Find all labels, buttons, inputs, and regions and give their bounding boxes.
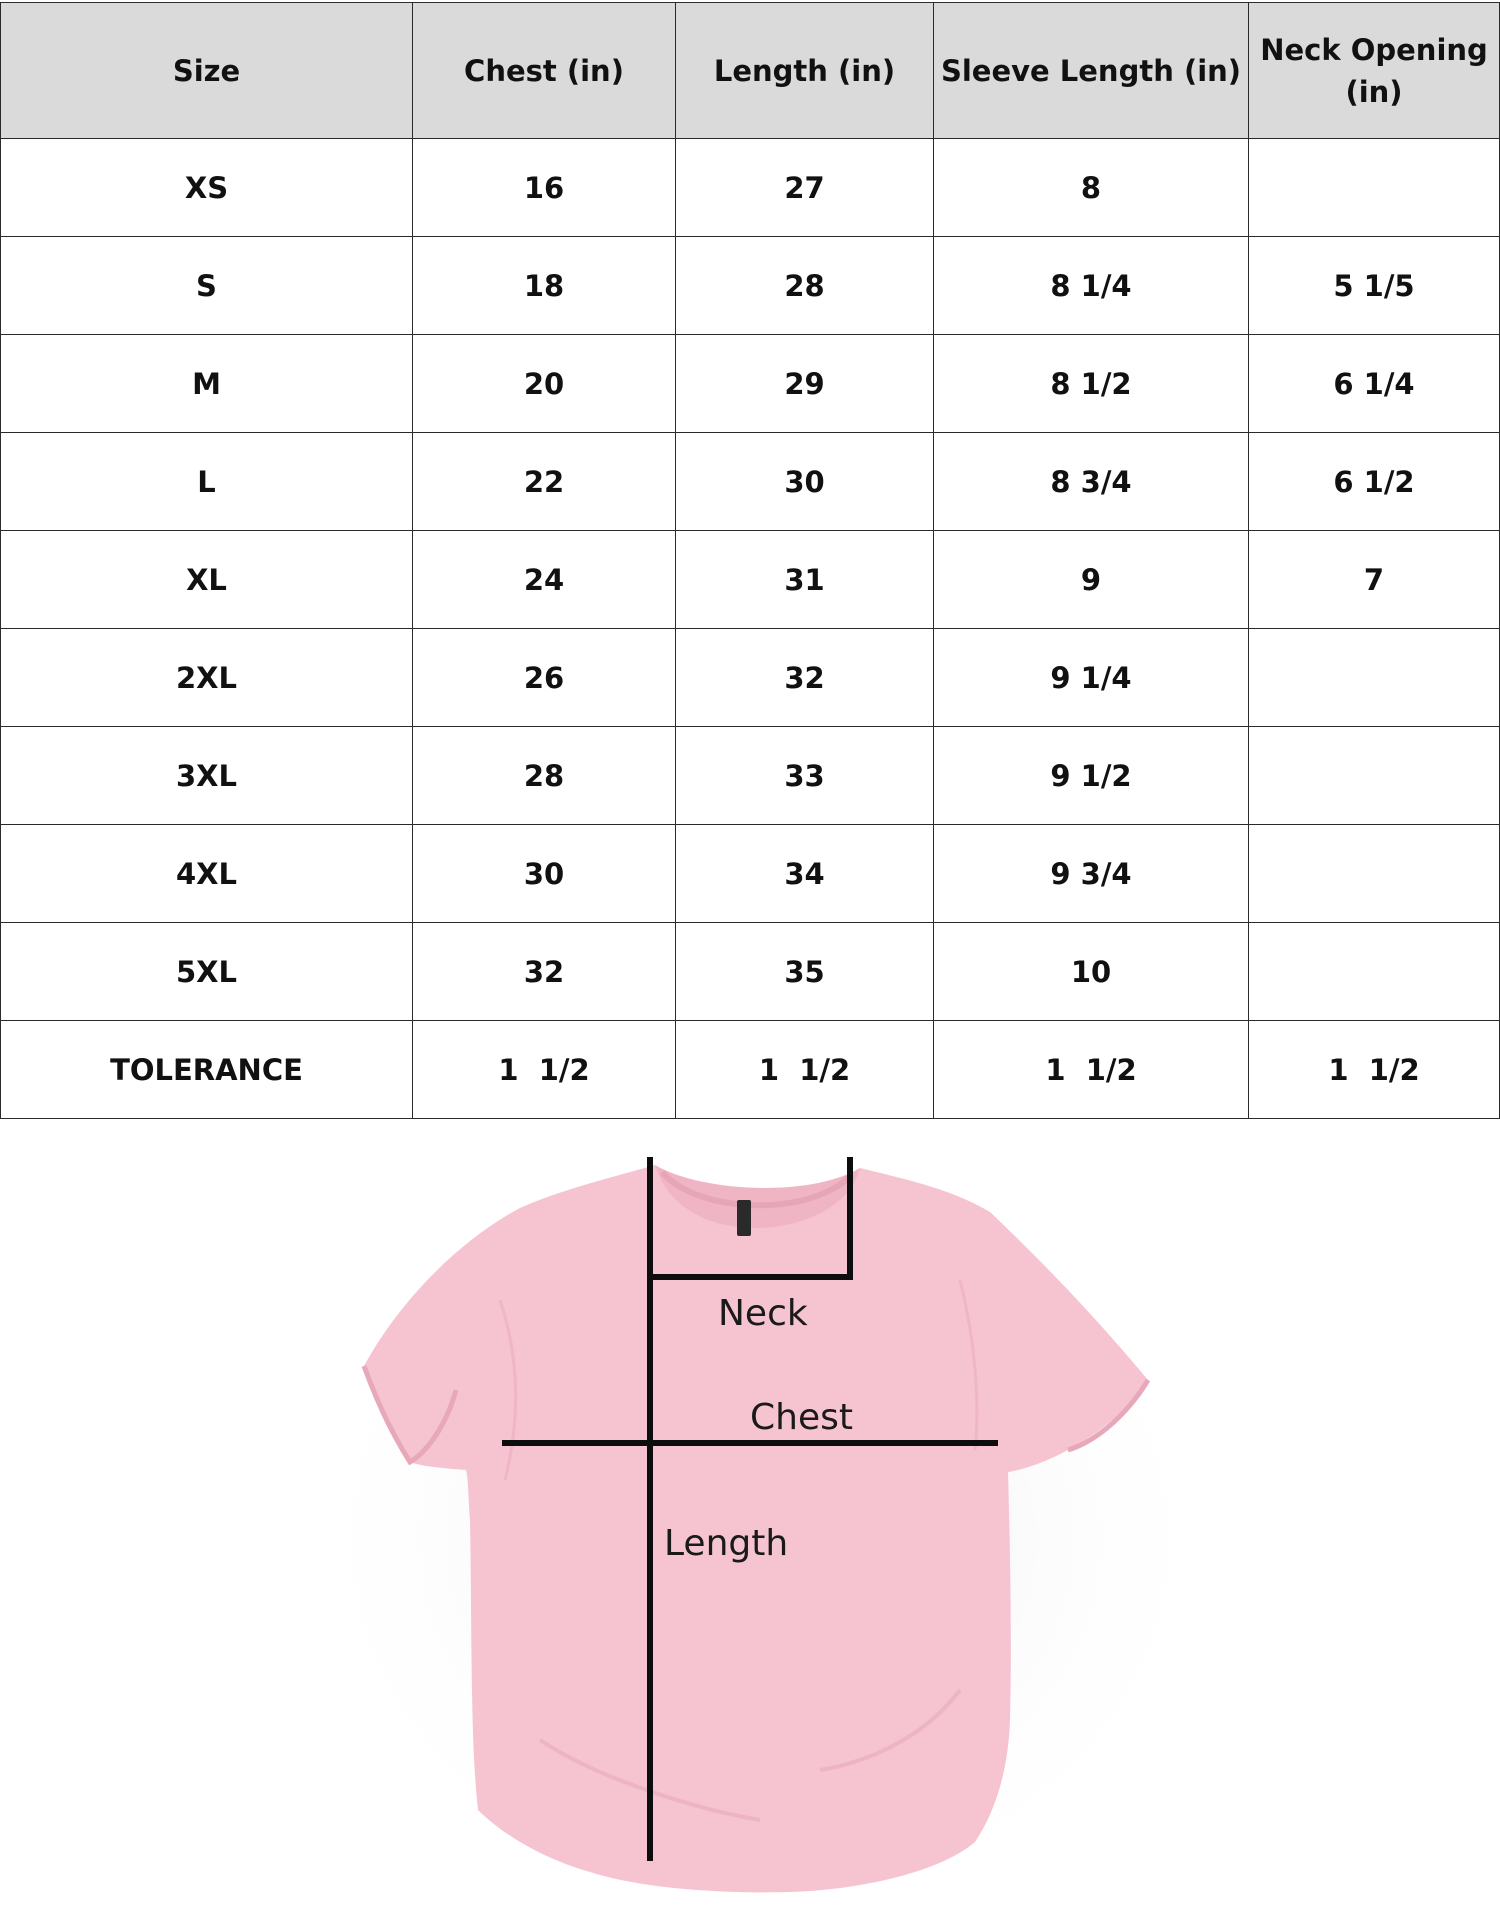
- table-row: [1, 237, 1500, 335]
- cell-neck-opening: 6 1/2: [1249, 433, 1500, 531]
- cell-sleeve-length: 9 1/2: [934, 727, 1249, 825]
- cell-sleeve-length: 8 3/4: [934, 433, 1249, 531]
- cell-size: 2XL: [1, 629, 413, 727]
- cell-size: M: [1, 335, 413, 433]
- cell-size: 3XL: [1, 727, 413, 825]
- cell-length: 29: [676, 335, 934, 433]
- cell-chest: 16: [413, 139, 676, 237]
- table-row-tolerance: [1, 1021, 1500, 1119]
- cell-neck-opening: [1249, 923, 1500, 1021]
- cell-size: XL: [1, 531, 413, 629]
- neck-label: Neck: [718, 1293, 808, 1334]
- cell-size: 4XL: [1, 825, 413, 923]
- cell-length: 34: [676, 825, 934, 923]
- header-neck-opening: Neck Opening (in): [1249, 3, 1500, 139]
- cell-sleeve-length: 8 1/2: [934, 335, 1249, 433]
- cell-sleeve-length: 1 1/2: [934, 1021, 1249, 1119]
- cell-neck-opening: [1249, 727, 1500, 825]
- table-row: [1, 629, 1500, 727]
- cell-chest: 20: [413, 335, 676, 433]
- header-sleeve-length: Sleeve Length (in): [934, 3, 1249, 139]
- cell-sleeve-length: 8 1/4: [934, 237, 1249, 335]
- cell-neck-opening: [1249, 139, 1500, 237]
- table-row: [1, 335, 1500, 433]
- chest-label: Chest: [750, 1397, 853, 1438]
- cell-length: 32: [676, 629, 934, 727]
- size-chart-table: [0, 2, 1500, 1119]
- cell-length: 27: [676, 139, 934, 237]
- cell-chest: 30: [413, 825, 676, 923]
- cell-size: L: [1, 433, 413, 531]
- cell-chest: 1 1/2: [413, 1021, 676, 1119]
- cell-chest: 32: [413, 923, 676, 1021]
- cell-neck-opening: 5 1/5: [1249, 237, 1500, 335]
- table-row: [1, 139, 1500, 237]
- header-chest: Chest (in): [413, 3, 676, 139]
- cell-neck-opening: 6 1/4: [1249, 335, 1500, 433]
- cell-length: 35: [676, 923, 934, 1021]
- cell-chest: 24: [413, 531, 676, 629]
- cell-length: 33: [676, 727, 934, 825]
- cell-length: 1 1/2: [676, 1021, 934, 1119]
- cell-size: XS: [1, 139, 413, 237]
- cell-neck-opening: [1249, 825, 1500, 923]
- table-header-row: [1, 3, 1500, 139]
- cell-sleeve-length: 10: [934, 923, 1249, 1021]
- table-row: [1, 825, 1500, 923]
- cell-neck-opening: [1249, 629, 1500, 727]
- cell-chest: 26: [413, 629, 676, 727]
- cell-size: 5XL: [1, 923, 413, 1021]
- cell-length: 31: [676, 531, 934, 629]
- cell-size: TOLERANCE: [1, 1021, 413, 1119]
- header-length: Length (in): [676, 3, 934, 139]
- cell-neck-opening: 1 1/2: [1249, 1021, 1500, 1119]
- table-row: [1, 727, 1500, 825]
- cell-neck-opening: 7: [1249, 531, 1500, 629]
- cell-chest: 28: [413, 727, 676, 825]
- table-row: [1, 531, 1500, 629]
- table-row: [1, 433, 1500, 531]
- cell-sleeve-length: 9: [934, 531, 1249, 629]
- cell-size: S: [1, 237, 413, 335]
- shirt-measurement-illustration: [0, 1120, 1500, 1929]
- cell-chest: 18: [413, 237, 676, 335]
- length-label: Length: [664, 1523, 789, 1564]
- neck-tag: [737, 1200, 751, 1236]
- cell-sleeve-length: 9 3/4: [934, 825, 1249, 923]
- table-row: [1, 923, 1500, 1021]
- cell-sleeve-length: 8: [934, 139, 1249, 237]
- header-size: Size: [1, 3, 413, 139]
- cell-length: 30: [676, 433, 934, 531]
- cell-chest: 22: [413, 433, 676, 531]
- cell-length: 28: [676, 237, 934, 335]
- cell-sleeve-length: 9 1/4: [934, 629, 1249, 727]
